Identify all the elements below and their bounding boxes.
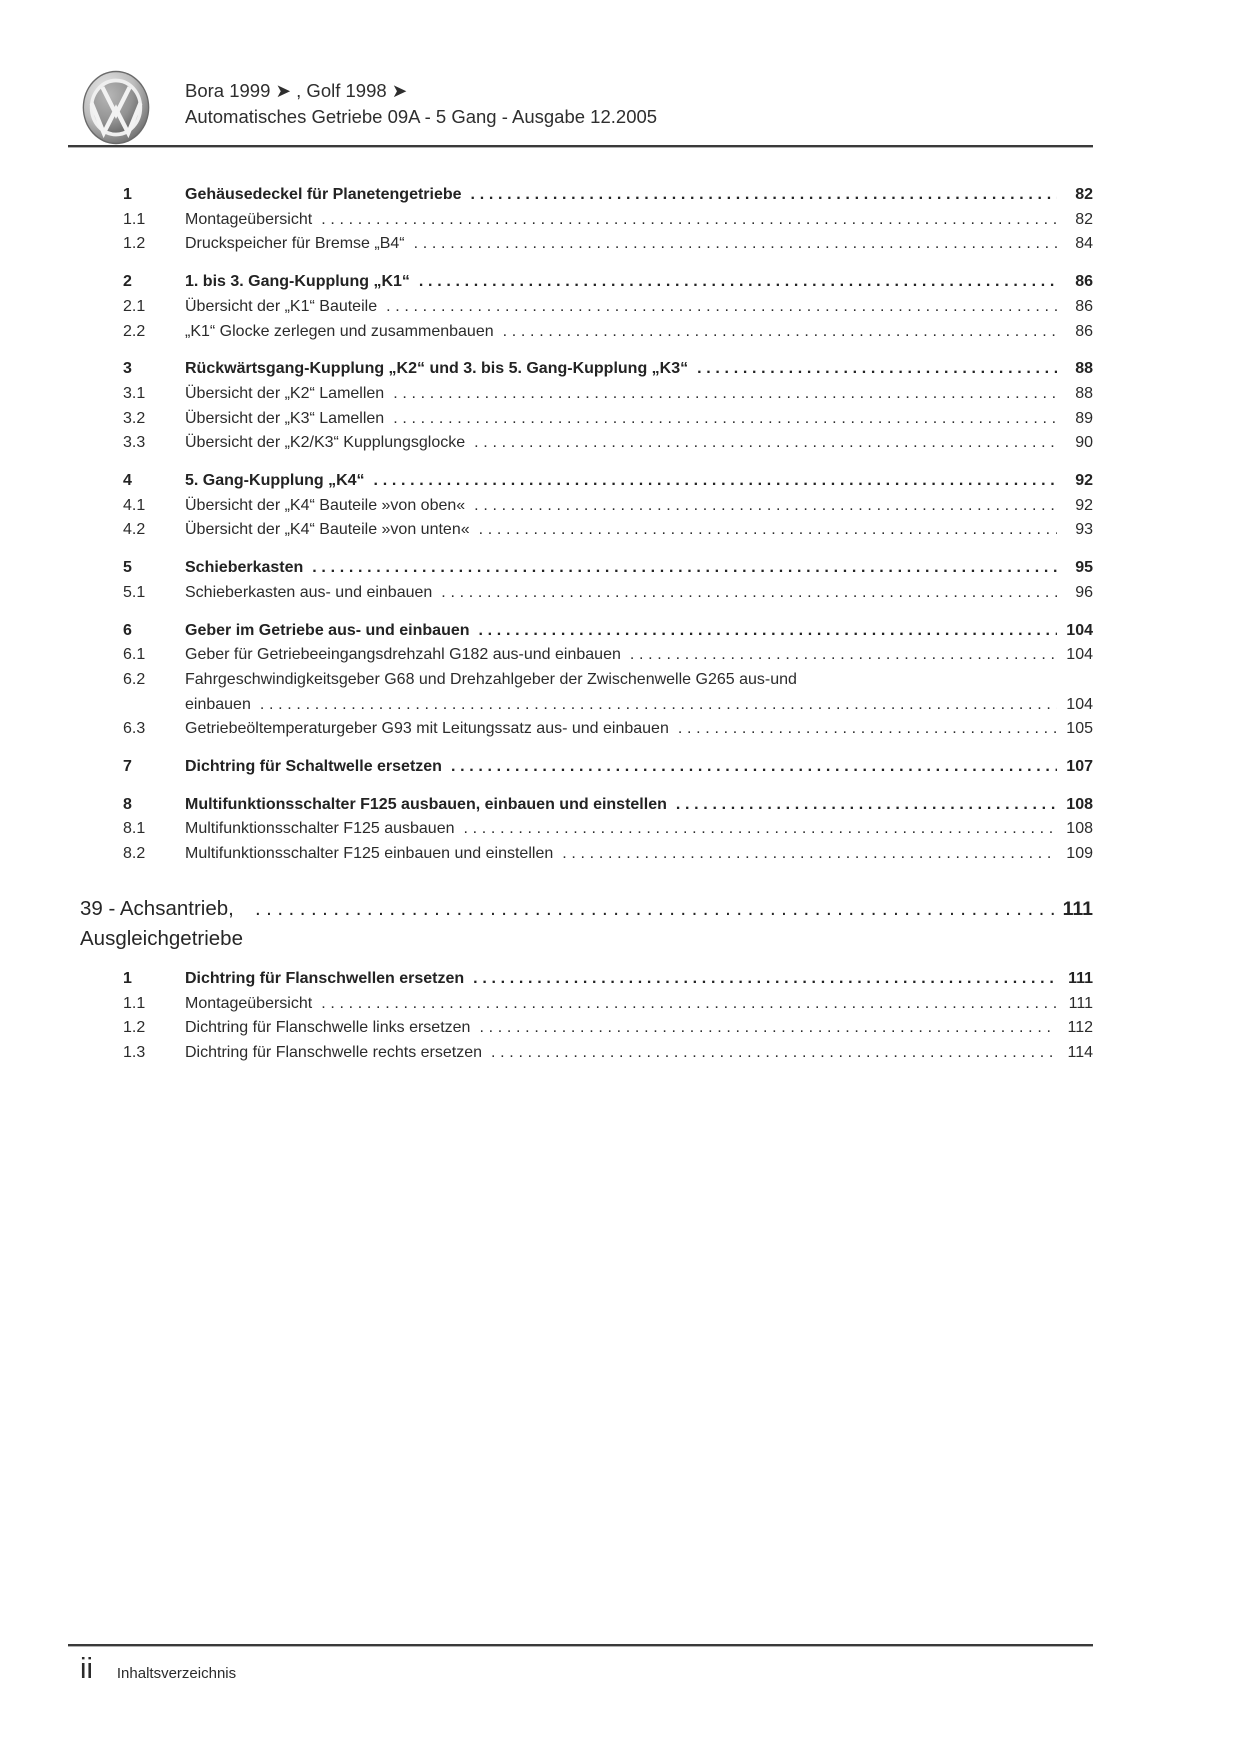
chapter-title: 39 - Achsantrieb, Ausgleichgetriebe [80, 896, 243, 950]
header-subtitle: Automatisches Getriebe 09A - 5 Gang - Ausgabe 12.2005 [185, 106, 658, 127]
section-number: 4.2 [123, 521, 146, 539]
section-title: Multifunktionsschalter F125 ausbauen, einbauen und einstellen [185, 795, 667, 813]
page-number: 82 [1075, 186, 1093, 203]
page-number: 95 [1075, 559, 1093, 577]
page-footer [80, 1652, 236, 1686]
toc-row [68, 992, 1093, 1017]
section-title: Übersicht der „K4“ Bauteile »von oben« [185, 496, 466, 514]
toc-group [68, 894, 1093, 1066]
section-title: Geber im Getriebe aus- und einbauen [185, 621, 470, 639]
section-title: Geber für Getriebeeingangsdrehzahl G182 aus-und einbauen [185, 646, 621, 664]
page-number: 82 [1075, 210, 1093, 228]
page-number: 92 [1075, 496, 1093, 514]
dot-leader [405, 232, 1057, 257]
section-number: 7 [123, 758, 132, 776]
section-title: Schieberkasten aus- und einbauen [185, 583, 433, 601]
page-number: 104 [1066, 621, 1093, 639]
section-number: 8 [123, 795, 132, 813]
section-title: Multifunktionsschalter F125 ausbauen [185, 820, 455, 838]
section-title: Getriebeöltemperaturgeber G93 mit Leitungssatz aus- und einbauen [185, 720, 669, 738]
dot-leader [251, 693, 1057, 718]
toc-row [68, 232, 1093, 257]
page-number: 92 [1075, 472, 1093, 490]
section-number: 3.3 [123, 434, 146, 452]
section-number: 2 [123, 273, 132, 291]
section-title: Druckspeicher für Bremse „B4“ [185, 235, 405, 253]
section-number: 1.3 [123, 1043, 146, 1061]
dot-leader [243, 894, 1057, 924]
section-title: Übersicht der „K4“ Bauteile »von unten« [185, 521, 470, 539]
dot-leader [465, 494, 1057, 519]
toc-row [68, 556, 1093, 581]
section-number: 5 [123, 559, 132, 577]
section-number: 8.1 [123, 820, 146, 838]
section-number: 1 [123, 969, 132, 987]
section-number: 4 [123, 472, 132, 490]
chapter-heading [68, 894, 1093, 954]
toc-row [68, 793, 1093, 818]
section-title: Multifunktionsschalter F125 einbauen und einstellen [185, 845, 554, 863]
toc-row [68, 755, 1093, 780]
dot-leader [669, 717, 1057, 742]
page-number: 84 [1075, 235, 1093, 253]
toc-row [68, 643, 1093, 668]
dot-leader [470, 619, 1057, 644]
footer-section-label: Inhaltsverzeichnis [116, 1665, 237, 1682]
section-title: Montageübersicht [185, 994, 313, 1012]
dot-leader [410, 270, 1057, 295]
footer-rule [68, 1644, 1093, 1647]
page-number: 107 [1066, 758, 1093, 776]
page-number: 88 [1075, 360, 1093, 378]
dot-leader [470, 1016, 1057, 1041]
section-number: 2.1 [123, 297, 146, 315]
toc-row [68, 717, 1093, 742]
page-number: 104 [1066, 695, 1093, 713]
section-title: Übersicht der „K2“ Lamellen [185, 384, 385, 402]
dot-leader [688, 357, 1057, 382]
section-number: 1 [123, 186, 132, 203]
toc-row [68, 668, 1093, 693]
page-number: 108 [1066, 820, 1093, 838]
page-number: 108 [1066, 795, 1093, 813]
toc-group [68, 183, 1093, 867]
dot-leader [621, 643, 1057, 668]
page-number: 86 [1075, 322, 1093, 340]
section-title: Dichtring für Flanschwellen ersetzen [185, 969, 465, 987]
section-title: Übersicht der „K3“ Lamellen [185, 409, 385, 427]
toc-row [68, 469, 1093, 494]
dot-leader [455, 817, 1058, 842]
page-number: 86 [1075, 297, 1093, 315]
section-title: Gehäusedeckel für Planetengetriebe [185, 186, 462, 203]
toc-row [68, 967, 1093, 992]
dot-leader [312, 208, 1057, 233]
section-title: Montageübersicht [185, 210, 313, 228]
toc-row [68, 842, 1093, 867]
section-number: 8.2 [123, 845, 146, 863]
section-title: Schieberkasten [185, 559, 304, 577]
toc-row [68, 183, 1093, 208]
section-number: 6 [123, 621, 132, 639]
section-number: 5.1 [123, 583, 146, 601]
section-title: Dichtring für Flanschwelle links ersetzen [185, 1019, 471, 1037]
dot-leader [442, 755, 1057, 780]
toc-row [68, 518, 1093, 543]
page-number: 96 [1075, 583, 1093, 601]
section-title: Übersicht der „K1“ Bauteile [185, 297, 378, 315]
dot-leader [384, 407, 1057, 432]
section-title: Dichtring für Flanschwelle rechts ersetzen [185, 1043, 483, 1061]
page-number: 88 [1075, 384, 1093, 402]
toc-row [68, 208, 1093, 233]
section-title: Fahrgeschwindigkeitsgeber G68 und Drehzahlgeber der Zwischenwelle G265 aus-und [185, 670, 797, 688]
page-number: 109 [1066, 845, 1093, 863]
section-title: Dichtring für Schaltwelle ersetzen [185, 758, 442, 776]
vw-logo-icon [82, 70, 150, 145]
header-models: Bora 1999 ➤ , Golf 1998 ➤ [185, 80, 408, 101]
toc-row [68, 357, 1093, 382]
page-number: 89 [1075, 409, 1093, 427]
section-number: 2.2 [123, 322, 146, 340]
page-header [185, 78, 657, 130]
section-number: 6.1 [123, 646, 146, 664]
page-number: 114 [1067, 1043, 1093, 1061]
dot-leader [482, 1041, 1057, 1066]
page-number: 111 [1068, 994, 1093, 1012]
toc-row [68, 407, 1093, 432]
toc-row [68, 494, 1093, 519]
section-number: 1.2 [123, 235, 146, 253]
dot-leader [303, 556, 1057, 581]
section-number: 1.1 [123, 994, 146, 1012]
toc-row [68, 1041, 1093, 1066]
page-number: 112 [1067, 1019, 1093, 1037]
toc-row [68, 619, 1093, 644]
section-number: 3 [123, 360, 132, 378]
dot-leader [384, 382, 1057, 407]
toc-row [68, 817, 1093, 842]
page-number: 111 [1068, 969, 1093, 987]
dot-leader [667, 793, 1057, 818]
dot-leader [553, 842, 1057, 867]
page-number: 93 [1075, 521, 1093, 539]
section-number: 3.1 [123, 384, 146, 402]
toc-row [68, 295, 1093, 320]
section-number: 6.3 [123, 720, 146, 738]
toc-row [68, 320, 1093, 345]
dot-leader [312, 992, 1057, 1017]
page-number: 90 [1075, 434, 1093, 452]
dot-leader [465, 431, 1057, 456]
dot-leader [432, 581, 1057, 606]
toc-row [68, 1016, 1093, 1041]
section-number: 1.2 [123, 1019, 146, 1037]
section-number: 1.1 [123, 210, 146, 228]
toc-row [68, 581, 1093, 606]
section-number: 3.2 [123, 409, 146, 427]
table-of-contents [68, 170, 1093, 1066]
section-title: einbauen [185, 695, 251, 713]
toc-row [68, 693, 1093, 718]
section-title: Rückwärtsgang-Kupplung „K2“ und 3. bis 5. Gang-Kupplung „K3“ [185, 360, 689, 378]
section-number: 6.2 [123, 670, 146, 688]
toc-row [68, 382, 1093, 407]
page-number: 86 [1075, 273, 1093, 291]
page-number: 104 [1066, 646, 1093, 664]
chapter-page-number: 111 [1062, 897, 1093, 920]
section-title: „K1“ Glocke zerlegen und zusammenbauen [185, 322, 494, 340]
dot-leader [365, 469, 1057, 494]
section-number: 4.1 [123, 496, 146, 514]
footer-page-number: ii [80, 1653, 93, 1685]
dot-leader [470, 518, 1057, 543]
section-title: 1. bis 3. Gang-Kupplung „K1“ [185, 273, 410, 291]
dot-leader [464, 967, 1057, 992]
dot-leader [462, 183, 1057, 208]
toc-row [68, 270, 1093, 295]
page-number: 105 [1066, 720, 1093, 738]
section-title: 5. Gang-Kupplung „K4“ [185, 472, 365, 490]
dot-leader [377, 295, 1057, 320]
section-title: Übersicht der „K2/K3“ Kupplungsglocke [185, 434, 466, 452]
dot-leader [494, 320, 1057, 345]
toc-row [68, 431, 1093, 456]
header-rule [68, 145, 1093, 148]
